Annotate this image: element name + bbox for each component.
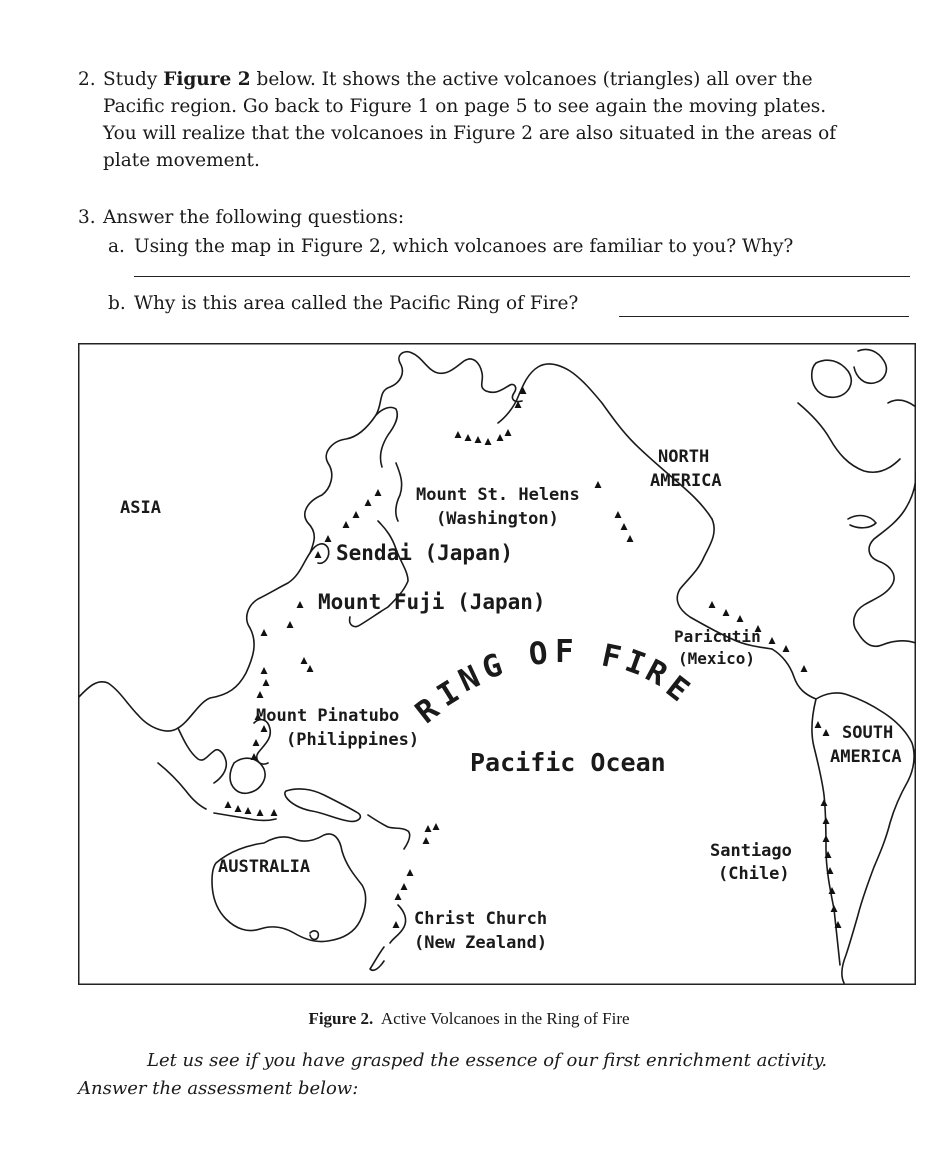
closing-line-1: Let us see if you have grasped the essence of our first enrichment activity. xyxy=(147,1050,828,1071)
label-asia: ASIA xyxy=(120,498,161,518)
label-philippines: (Philippines) xyxy=(286,730,420,750)
ring-letter: I xyxy=(620,642,651,684)
item-2-lead: Study xyxy=(103,69,164,90)
label-sendai: Sendai (Japan) xyxy=(336,541,514,565)
label-south-america-2: AMERICA xyxy=(830,747,902,767)
closing-line-2: Answer the assessment below: xyxy=(78,1078,359,1099)
label-mexico: (Mexico) xyxy=(678,649,756,668)
question-a-label: a. xyxy=(108,236,125,257)
label-paricutin: Paricutin xyxy=(674,627,761,646)
ring-letter: F xyxy=(555,634,574,670)
ring-letter: I xyxy=(430,673,466,715)
item-2-text xyxy=(103,66,918,174)
answer-line-a[interactable] xyxy=(134,248,910,277)
ring-letter: G xyxy=(477,646,507,688)
label-mount-st-helens: Mount St. Helens xyxy=(416,485,580,505)
label-mount-fuji: Mount Fuji (Japan) xyxy=(318,590,546,614)
question-b-text: Why is this area called the Pacific Ring of Fire? xyxy=(134,293,579,314)
item-2-line-1: below. It shows the active volcanoes (triangles) all over the xyxy=(250,69,813,90)
label-pacific-ocean: Pacific Ocean xyxy=(470,748,666,777)
ring-letter: R xyxy=(408,691,446,731)
figure-caption xyxy=(0,1009,938,1029)
answer-line-b[interactable] xyxy=(619,291,909,317)
ring-of-fire-arc xyxy=(78,343,916,985)
label-australia: AUSTRALIA xyxy=(218,857,311,877)
label-new-zealand: (New Zealand) xyxy=(414,933,548,953)
ring-letter: N xyxy=(453,658,486,700)
ring-of-fire-map xyxy=(78,343,916,985)
item-2-number: 2. xyxy=(78,69,96,90)
ring-letter: R xyxy=(639,652,674,694)
label-santiago: Santiago xyxy=(710,841,792,861)
question-a-text: Using the map in Figure 2, which volcanoes are familiar to you? Why? xyxy=(134,236,794,257)
label-mount-pinatubo: Mount Pinatubo xyxy=(256,706,400,726)
label-washington: (Washington) xyxy=(436,509,559,529)
caption-text: Active Volcanoes in the Ring of Fire xyxy=(380,1009,630,1028)
caption-label: Figure 2. xyxy=(308,1009,374,1028)
label-north-america-2: AMERICA xyxy=(650,471,722,491)
ring-letter: F xyxy=(598,637,625,677)
ring-letter: E xyxy=(658,669,696,709)
label-north-america-1: NORTH xyxy=(658,447,710,467)
item-3-number: 3. xyxy=(78,207,96,228)
figure-2-reference: Figure 2 xyxy=(163,69,251,90)
label-christ-church: Christ Church xyxy=(414,909,548,929)
label-chile: (Chile) xyxy=(718,864,790,884)
question-b-label: b. xyxy=(108,293,126,314)
item-2-line-2: Pacific region. Go back to Figure 1 on page 5 to see again the moving plates. xyxy=(103,96,827,117)
item-2-line-4: plate movement. xyxy=(103,150,260,171)
item-2-line-3: You will realize that the volcanoes in Figure 2 are also situated in the areas of xyxy=(103,123,837,144)
ring-letter: O xyxy=(526,634,550,674)
item-3 xyxy=(78,204,918,324)
item-3-text: Answer the following questions: xyxy=(103,207,405,228)
label-south-america-1: SOUTH xyxy=(842,723,894,743)
